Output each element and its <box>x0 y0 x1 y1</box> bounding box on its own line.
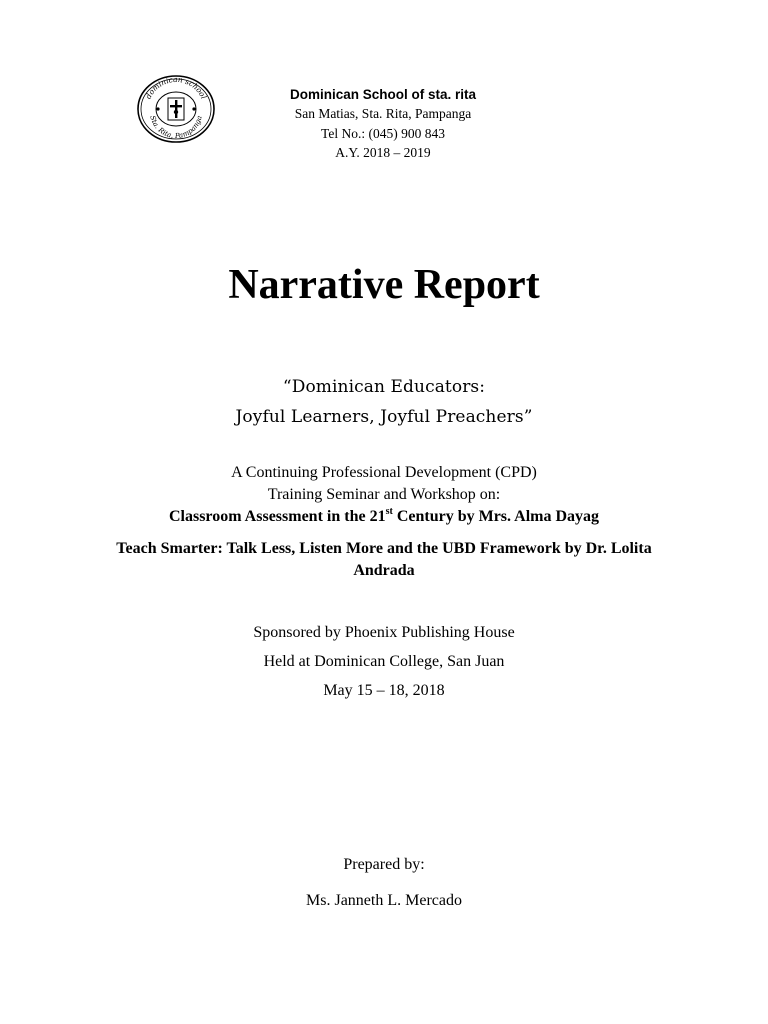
venue-line: Held at Dominican College, San Juan <box>263 653 505 670</box>
school-name: Dominican School of sta. rita <box>289 87 477 102</box>
svg-text:dominican school: dominican school <box>143 74 209 101</box>
topic-1-superscript: st <box>385 505 393 517</box>
academic-year: A.Y. 2018 – 2019 <box>335 145 431 160</box>
svg-text:Sta. Rita, Pampanga: Sta. Rita, Pampanga <box>148 114 204 141</box>
date-line: May 15 – 18, 2018 <box>323 682 445 699</box>
school-telephone: Tel No.: (045) 900 843 <box>321 125 445 141</box>
topic-1-text-end: Century by Mrs. Alma Dayag <box>392 508 600 525</box>
topic-1-text: Classroom Assessment in the 21 <box>168 508 386 525</box>
report-title: Narrative Report <box>228 262 540 308</box>
cpd-line-1: A Continuing Professional Development (CPD) <box>231 464 537 481</box>
topic-2: Teach Smarter: Talk Less, Listen More and the UBD Framework by Dr. Lolita Andrada <box>116 540 652 579</box>
letterhead <box>200 86 566 163</box>
cpd-line-2: Training Seminar and Workshop on: <box>267 486 501 503</box>
cpd-description <box>0 462 768 528</box>
event-details <box>0 618 768 705</box>
seminar-theme <box>0 372 768 432</box>
school-address: San Matias, Sta. Rita, Pampanga <box>294 106 472 121</box>
prepared-by-block <box>0 854 768 912</box>
topic-1 <box>0 506 768 528</box>
theme-line-2: Joyful Learners, Joyful Preachers” <box>235 407 533 427</box>
sponsor-line: Sponsored by Phoenix Publishing House <box>253 624 515 641</box>
preparer-name: Ms. Janneth L. Mercado <box>306 892 462 909</box>
prepared-by-label: Prepared by: <box>343 856 425 873</box>
theme-line-1: “Dominican Educators: <box>282 377 486 397</box>
